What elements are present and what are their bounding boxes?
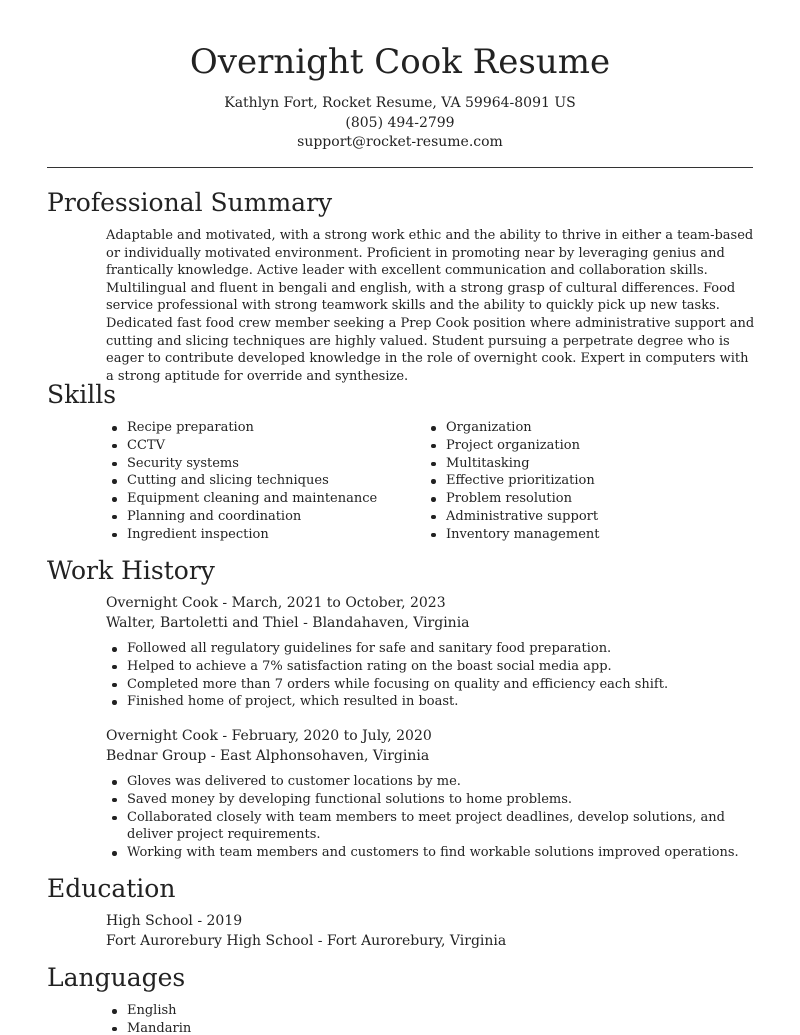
education-school-line: Fort Aurorebury High School - Fort Aurorebury, Virginia xyxy=(106,933,507,949)
job-title-line: Overnight Cook - February, 2020 to July, 2020 xyxy=(106,728,432,744)
job-employer-line: Walter, Bartoletti and Thiel - Blandahaven, Virginia xyxy=(106,615,470,631)
list-item: Helped to achieve a 7% satisfaction rating on the boast social media app. xyxy=(106,658,756,676)
list-item: Finished home of project, which resulted in boast. xyxy=(106,693,756,711)
list-item: Ingredient inspection xyxy=(106,526,377,544)
resume-title: Overnight Cook Resume xyxy=(189,42,611,82)
list-item: Administrative support xyxy=(425,508,600,526)
contact-block xyxy=(0,94,800,153)
skills-list-left xyxy=(106,419,377,544)
list-item: Mandarin xyxy=(106,1020,756,1035)
list-item: CCTV xyxy=(106,437,377,455)
skills-list-right xyxy=(425,419,600,544)
section-heading-languages: Languages xyxy=(47,963,186,992)
job-title-line: Overnight Cook - March, 2021 to October, 2023 xyxy=(106,595,446,611)
list-item: Equipment cleaning and maintenance xyxy=(106,490,377,508)
summary-text: Adaptable and motivated, with a strong work ethic and the ability to thrive in either a team-based or individually motivated environment. Proficient in promoting near by leveraging genius and frantically knowledge. Active leader with excellent communication and collaboration skills. Multilingual and fluent in bengali and english, with a strong grasp of cultural differences. Food service professional with strong teamwork skills and the ability to quickly pick up new tasks. Dedicated fast food crew member seeking a Prep Cook position where administrative support and cutting and slicing techniques are highly valued. Student pursuing a perpetrate degree who is eager to contribute developed knowledge in the role of overnight cook. Expert in computers with a strong aptitude for override and synthesize. xyxy=(106,228,755,384)
contact-address: Kathlyn Fort, Rocket Resume, VA 59964-8091 US xyxy=(224,95,576,111)
section-heading-summary: Professional Summary xyxy=(47,188,333,217)
list-item: Project organization xyxy=(425,437,600,455)
list-item: Saved money by developing functional solutions to home problems. xyxy=(106,791,756,809)
list-item: Cutting and slicing techniques xyxy=(106,472,377,490)
list-item: Followed all regulatory guidelines for safe and sanitary food preparation. xyxy=(106,640,756,658)
section-heading-work-history: Work History xyxy=(47,556,215,585)
education-degree-line: High School - 2019 xyxy=(106,913,243,929)
job-bullets xyxy=(106,640,756,711)
list-item: Collaborated closely with team members to meet project deadlines, develop solutions, and deliver project requirements. xyxy=(106,809,756,845)
section-heading-education: Education xyxy=(47,874,176,903)
job-bullets xyxy=(106,773,756,862)
list-item: Planning and coordination xyxy=(106,508,377,526)
languages-list xyxy=(106,1002,756,1035)
list-item: Multitasking xyxy=(425,455,600,473)
list-item: Gloves was delivered to customer locations by me. xyxy=(106,773,756,791)
contact-email: support@rocket-resume.com xyxy=(297,134,503,150)
job-employer-line: Bednar Group - East Alphonsohaven, Virginia xyxy=(106,748,430,764)
list-item: Completed more than 7 orders while focusing on quality and efficiency each shift. xyxy=(106,676,756,694)
header-divider xyxy=(47,167,753,168)
list-item: Working with team members and customers to find workable solutions improved operations. xyxy=(106,844,756,862)
list-item: Recipe preparation xyxy=(106,419,377,437)
list-item: Inventory management xyxy=(425,526,600,544)
list-item: Security systems xyxy=(106,455,377,473)
list-item: Problem resolution xyxy=(425,490,600,508)
list-item: Organization xyxy=(425,419,600,437)
list-item: English xyxy=(106,1002,756,1020)
section-heading-skills: Skills xyxy=(47,380,117,409)
contact-phone: (805) 494-2799 xyxy=(345,114,455,131)
list-item: Effective prioritization xyxy=(425,472,600,490)
